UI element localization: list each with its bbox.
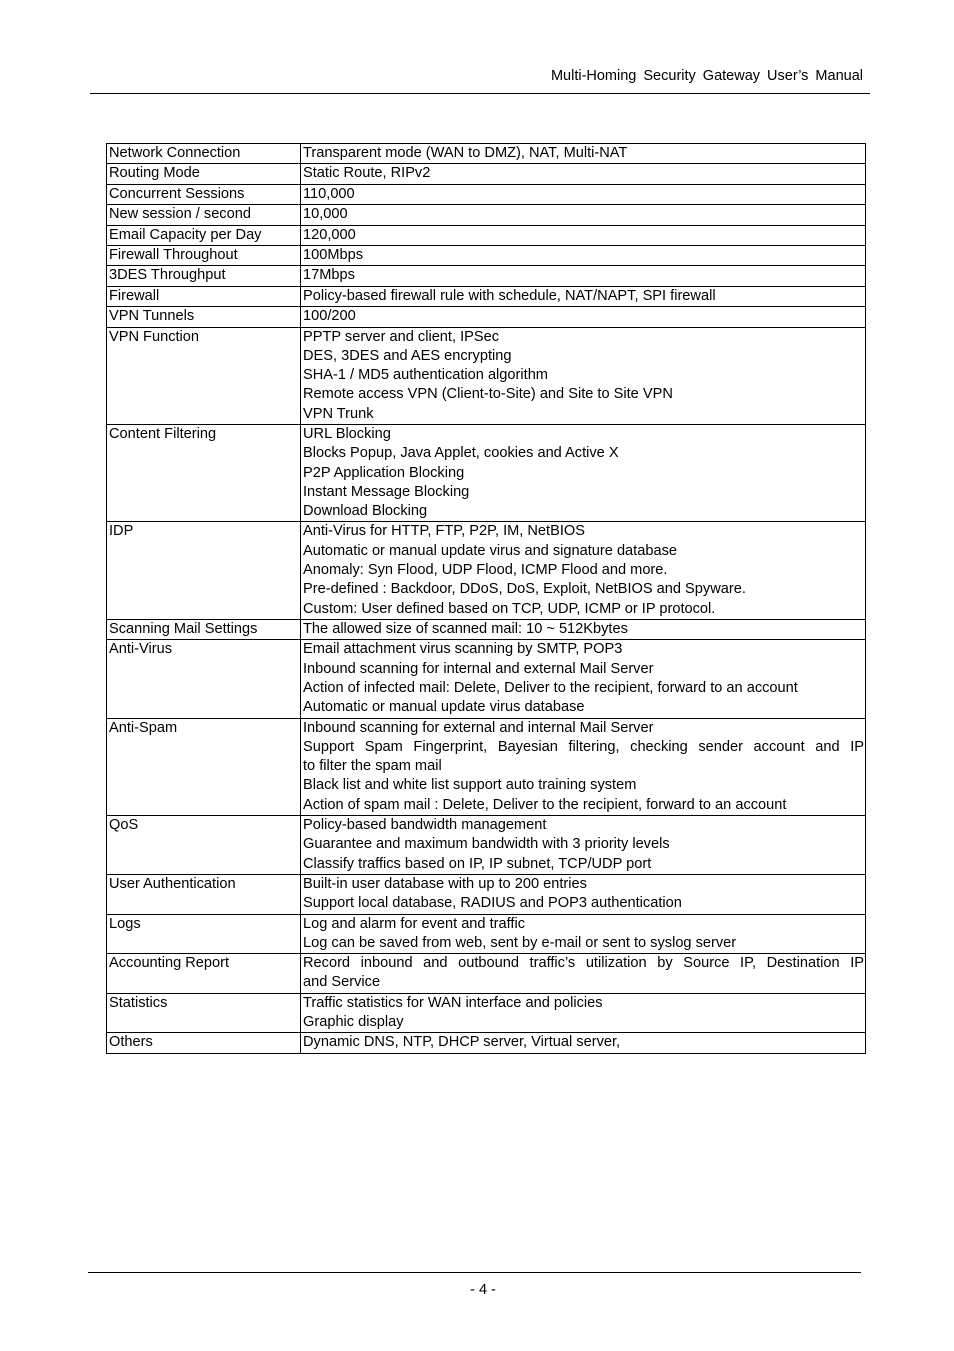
description-line: Automatic or manual update virus database bbox=[303, 699, 585, 716]
description-line: 100/200 bbox=[303, 308, 356, 325]
description-cell bbox=[301, 1033, 866, 1053]
description-cell bbox=[301, 164, 866, 184]
description-cell bbox=[301, 266, 866, 286]
description-line: Policy-based firewall rule with schedule, NAT/NAPT, SPI firewall bbox=[303, 287, 716, 304]
table-row bbox=[107, 874, 866, 914]
description-line: Record inbound and outbound traffic’s utilization by Source IP, Destination IP bbox=[303, 955, 864, 972]
description-line: The allowed size of scanned mail: 10 ~ 512Kbytes bbox=[303, 620, 628, 637]
feature-cell: Email Capacity per Day bbox=[107, 225, 301, 245]
feature-cell: Firewall bbox=[107, 286, 301, 306]
feature-cell: Firewall Throughout bbox=[107, 245, 301, 265]
description-cell bbox=[301, 640, 866, 718]
description-line: Inbound scanning for internal and external Mail Server bbox=[303, 660, 654, 677]
description-line: VPN Trunk bbox=[303, 405, 374, 422]
description-line: Action of spam mail : Delete, Deliver to the recipient, forward to an account bbox=[303, 796, 787, 813]
table-row bbox=[107, 164, 866, 184]
description-line: 120,000 bbox=[303, 226, 356, 243]
description-line: URL Blocking bbox=[303, 426, 391, 442]
description-line: Blocks Popup, Java Applet, cookies and Active X bbox=[303, 445, 619, 462]
description-cell bbox=[301, 522, 866, 619]
description-cell bbox=[301, 327, 866, 424]
feature-cell: Content Filtering bbox=[107, 425, 301, 522]
description-line: Log and alarm for event and traffic bbox=[303, 915, 526, 932]
table-row bbox=[107, 245, 866, 265]
table-row bbox=[107, 619, 866, 639]
description-line: Pre-defined : Backdoor, DDoS, DoS, Exploit, NetBIOS and Spyware. bbox=[303, 581, 746, 598]
description-line: 100Mbps bbox=[303, 246, 364, 263]
feature-cell: Logs bbox=[107, 914, 301, 954]
description-line: Support local database, RADIUS and POP3 authentication bbox=[303, 895, 682, 912]
description-line: Log can be saved from web, sent by e-mail or sent to syslog server bbox=[303, 934, 737, 951]
feature-cell: Concurrent Sessions bbox=[107, 184, 301, 204]
description-line: Inbound scanning for external and internal Mail Server bbox=[303, 719, 654, 736]
description-cell bbox=[301, 205, 866, 225]
table-row bbox=[107, 184, 866, 204]
table-row bbox=[107, 816, 866, 875]
specification-table-body bbox=[107, 144, 866, 1054]
description-cell bbox=[301, 954, 866, 994]
description-line: Transparent mode (WAN to DMZ), NAT, Multi-NAT bbox=[303, 145, 628, 161]
description-line: Email attachment virus scanning by SMTP, POP3 bbox=[303, 641, 623, 658]
table-row bbox=[107, 718, 866, 815]
description-line: Remote access VPN (Client-to-Site) and Site to Site VPN bbox=[303, 386, 673, 403]
description-line: Traffic statistics for WAN interface and policies bbox=[303, 994, 603, 1011]
description-cell bbox=[301, 914, 866, 954]
description-line: Support Spam Fingerprint, Bayesian filtering, checking sender account and IP bbox=[303, 738, 864, 755]
description-line: SHA-1 / MD5 authentication algorithm bbox=[303, 367, 548, 384]
feature-cell: 3DES Throughput bbox=[107, 266, 301, 286]
table-row bbox=[107, 1033, 866, 1053]
table-row bbox=[107, 286, 866, 306]
feature-cell: VPN Function bbox=[107, 327, 301, 424]
feature-cell: Accounting Report bbox=[107, 954, 301, 994]
description-line: PPTP server and client, IPSec bbox=[303, 328, 500, 345]
table-row bbox=[107, 522, 866, 619]
feature-cell: New session / second bbox=[107, 205, 301, 225]
table-row bbox=[107, 205, 866, 225]
description-cell bbox=[301, 225, 866, 245]
description-line: Automatic or manual update virus and signature database bbox=[303, 542, 677, 559]
table-row bbox=[107, 914, 866, 954]
description-line: DES, 3DES and AES encrypting bbox=[303, 347, 512, 364]
feature-cell: Network Connection bbox=[107, 144, 301, 164]
table-row bbox=[107, 954, 866, 994]
description-line: 17Mbps bbox=[303, 267, 355, 284]
table-row bbox=[107, 144, 866, 164]
feature-cell: User Authentication bbox=[107, 874, 301, 914]
description-cell bbox=[301, 993, 866, 1033]
feature-cell: Scanning Mail Settings bbox=[107, 619, 301, 639]
description-line: Download Blocking bbox=[303, 503, 428, 520]
description-cell bbox=[301, 144, 866, 164]
table-row bbox=[107, 425, 866, 522]
description-line: P2P Application Blocking bbox=[303, 464, 465, 481]
description-line: to filter the spam mail bbox=[303, 758, 442, 775]
feature-cell: Statistics bbox=[107, 993, 301, 1033]
feature-cell: Others bbox=[107, 1033, 301, 1053]
description-line: 110,000 bbox=[303, 185, 355, 202]
description-line: Guarantee and maximum bandwidth with 3 priority levels bbox=[303, 836, 670, 853]
description-line: Custom: User defined based on TCP, UDP, ICMP or IP protocol. bbox=[303, 600, 716, 617]
table-row bbox=[107, 225, 866, 245]
description-line: Black list and white list support auto training system bbox=[303, 777, 637, 794]
feature-cell: Anti-Spam bbox=[107, 718, 301, 815]
description-line: Dynamic DNS, NTP, DHCP server, Virtual server, bbox=[303, 1034, 621, 1051]
feature-cell: VPN Tunnels bbox=[107, 307, 301, 327]
feature-cell: QoS bbox=[107, 816, 301, 875]
footer-rule bbox=[88, 1272, 861, 1273]
description-line: Static Route, RIPv2 bbox=[303, 165, 431, 182]
description-cell bbox=[301, 425, 866, 522]
description-cell bbox=[301, 286, 866, 306]
description-cell bbox=[301, 307, 866, 327]
description-line: Policy-based bandwidth management bbox=[303, 817, 547, 834]
table-row bbox=[107, 993, 866, 1033]
description-cell bbox=[301, 619, 866, 639]
description-line: Action of infected mail: Delete, Deliver to the recipient, forward to an account bbox=[303, 679, 798, 696]
description-cell bbox=[301, 816, 866, 875]
table-row bbox=[107, 327, 866, 424]
table-row bbox=[107, 307, 866, 327]
description-cell bbox=[301, 718, 866, 815]
description-line: Instant Message Blocking bbox=[303, 483, 470, 500]
description-line: Anomaly: Syn Flood, UDP Flood, ICMP Flood and more. bbox=[303, 562, 668, 579]
description-cell bbox=[301, 874, 866, 914]
table-row bbox=[107, 266, 866, 286]
description-cell bbox=[301, 184, 866, 204]
description-line: Graphic display bbox=[303, 1014, 404, 1030]
feature-cell: Anti-Virus bbox=[107, 640, 301, 718]
description-cell bbox=[301, 245, 866, 265]
page-number: - 4 - bbox=[470, 1282, 496, 1298]
description-line: and Service bbox=[303, 974, 381, 991]
header-title: Multi-Homing Security Gateway User’s Manual bbox=[550, 68, 863, 84]
description-line: Built-in user database with up to 200 entries bbox=[303, 875, 587, 892]
description-line: Anti-Virus for HTTP, FTP, P2P, IM, NetBIOS bbox=[303, 523, 585, 540]
specification-table bbox=[106, 143, 866, 1054]
description-line: Classify traffics based on IP, IP subnet, TCP/UDP port bbox=[303, 855, 652, 872]
description-line: 10,000 bbox=[303, 206, 348, 223]
header-rule bbox=[90, 93, 870, 94]
table-row bbox=[107, 640, 866, 718]
feature-cell: IDP bbox=[107, 522, 301, 619]
feature-cell: Routing Mode bbox=[107, 164, 301, 184]
